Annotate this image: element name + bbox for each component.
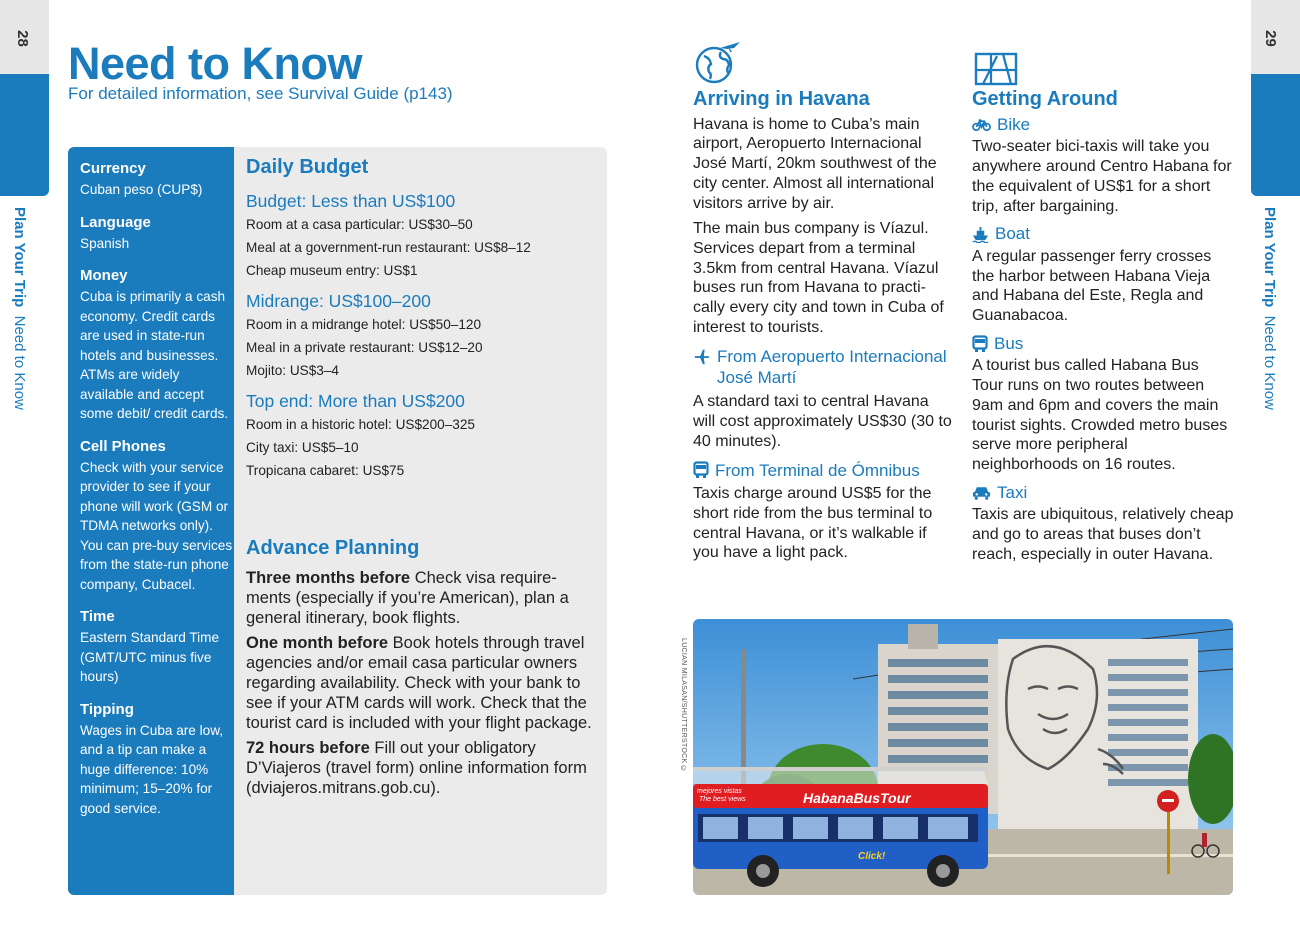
bus-side-label: mejores vistas <box>697 788 742 795</box>
budget-tier-title: Budget: Less than US$100 <box>246 191 456 211</box>
fact-heading: Tipping <box>80 700 134 718</box>
right-page-number: 29 <box>1261 30 1279 47</box>
airport-heading-text: From Aeropuerto Internacional José Martí <box>717 347 947 388</box>
arriving-column <box>693 90 955 563</box>
transport-mode-text: A tourist bus called Habana Bus Tour runs on two routes between 9am and 6pm and covers the main tourist sights. Crowded metro buses serve more peripheral neighborhoods on 16 routes. <box>972 357 1228 473</box>
airplane-globe-icon <box>694 40 744 91</box>
fact-text: Cuba is primarily a cash economy. Credit cards are used in state-run hotels and businesses. ATMs are widely available and accept some debit/ credit cards. <box>80 289 229 421</box>
planning-text: Check visa require-ments (especially if you’re American), plan a general itinerary, book flights. <box>246 569 569 627</box>
fact-item <box>80 608 234 687</box>
daily-budget-heading: Daily Budget <box>246 156 369 178</box>
getting-around-heading: Getting Around <box>972 88 1118 110</box>
left-page-number: 28 <box>13 30 31 47</box>
transport-mode-title: Taxi <box>997 482 1028 502</box>
advance-planning-list <box>246 568 601 798</box>
transport-mode-heading <box>972 224 1234 244</box>
fact-heading: Language <box>80 213 151 231</box>
planning-entry <box>246 738 601 798</box>
bus-sign: HabanaBusTour <box>803 790 911 806</box>
planning-text: Fill out your obligatory D’Viajeros (travel form) online information form (dviajeros.mitrans.gob.cu). <box>246 739 587 797</box>
budget-tier <box>246 291 601 382</box>
budget-tiers <box>246 191 601 482</box>
terminal-heading <box>693 461 955 481</box>
transit-map-icon <box>973 50 1021 93</box>
fact-text: Eastern Standard Time (GMT/UTC minus five hours) <box>80 630 220 684</box>
fact-item <box>80 701 234 819</box>
getting-around-column <box>972 90 1234 572</box>
budget-item: Tropicana cabaret: US$75 <box>246 463 405 478</box>
transport-modes <box>972 115 1234 565</box>
fact-item <box>80 160 234 200</box>
havana-bus-tour-photo <box>693 619 1233 895</box>
airport-heading <box>693 346 955 388</box>
bus-icon <box>972 335 988 353</box>
transport-mode-title: Boat <box>995 224 1030 244</box>
arriving-heading: Arriving in Havana <box>693 88 870 110</box>
left-side-tab <box>0 74 49 196</box>
budget-item: Room in a midrange hotel: US$50–120 <box>246 317 482 332</box>
budget-item: Cheap museum entry: US$1 <box>246 263 418 278</box>
left-side-chapter: Need to Know <box>11 315 28 410</box>
terminal-heading-text: From Terminal de Ómnibus <box>715 460 920 480</box>
fact-heading: Cell Phones <box>80 437 166 455</box>
car-icon <box>972 485 991 501</box>
plane-icon <box>693 348 711 366</box>
transport-mode <box>972 483 1234 565</box>
right-side-tab <box>1251 74 1300 196</box>
right-side-section: Plan Your Trip <box>1261 207 1278 308</box>
fact-item <box>80 214 234 254</box>
key-facts-panel <box>68 147 234 895</box>
transport-mode-heading <box>972 334 1234 354</box>
arriving-bus-paragraph: The main bus company is Víazul. Services depart from a terminal 3.5km from central Havana. Víazul buses run from Havana to practi-cally every city and town in Cuba of interest to tourists. <box>693 220 944 336</box>
fact-item <box>80 438 234 595</box>
arriving-intro: Havana is home to Cuba’s main airport, Aeropuerto Internacional José Martí, 20km southwest of the city center. Almost all international visitors arrive by air. <box>693 115 937 212</box>
fact-heading: Time <box>80 608 115 625</box>
transport-mode <box>972 334 1234 475</box>
bus-icon <box>693 461 709 479</box>
planning-lead: Three months before <box>246 569 411 587</box>
budget-tier-title: Top end: More than US$200 <box>246 391 465 411</box>
transport-mode-text: Taxis are ubiquitous, relatively cheap and go to areas that buses don’t reach, especially in outer Havana. <box>972 506 1234 563</box>
boat-icon <box>972 226 989 243</box>
budget-item: Room at a casa particular: US$30–50 <box>246 217 473 232</box>
transport-mode <box>972 224 1234 326</box>
page-subtitle[interactable]: For detailed information, see Survival Guide (p143) <box>68 84 453 103</box>
planning-text: Book hotels through travel agencies and/or email casa particular owners regarding availability. Check with your bank to see if your ATM cards will work. Check that the tourist card is included with your flight package. <box>246 634 592 732</box>
transport-mode <box>972 115 1234 217</box>
fact-text: Check with your service provider to see if your phone will work (GSM or TDMA networks only). You can pre-buy services from the state-run phone company, Cubacel. <box>80 459 233 592</box>
planning-lead: 72 hours before <box>246 739 370 757</box>
budget-item: Mojito: US$3–4 <box>246 363 339 378</box>
budget-tier <box>246 391 601 482</box>
bus-click-label: Click! <box>858 851 886 862</box>
transport-mode-text: A regular passenger ferry crosses the harbor between Habana Vieja and Habana del Este, Regla and Guanabacoa. <box>972 247 1212 325</box>
transport-mode-text: Two-seater bici-taxis will take you anywhere around Centro Habana for the equivalent of US$1 for a short trip, after bargaining. <box>972 138 1232 215</box>
fact-text: Cuban peso (CUP$) <box>80 182 203 197</box>
budget-tier <box>246 191 601 282</box>
planning-lead: One month before <box>246 634 389 652</box>
photo-credit: LUCIAN MILASAN/SHUTTERSTOCK © <box>680 638 687 773</box>
terminal-text: Taxis charge around US$5 for the short ride from the bus terminal to central Havana, or it’s walkable if you have a light pack. <box>693 485 933 562</box>
fact-heading: Money <box>80 267 128 284</box>
fact-item <box>80 267 234 424</box>
right-side-chapter: Need to Know <box>1261 315 1278 410</box>
transport-mode-title: Bike <box>997 114 1031 134</box>
fact-text: Wages in Cuba are low, and a tip can make a huge difference: 10% minimum; 15–20% for good service. <box>80 722 224 816</box>
planning-entry <box>246 633 601 733</box>
airport-text: A standard taxi to central Havana will cost approximately US$30 (30 to 40 minutes). <box>693 393 952 450</box>
transport-mode-heading <box>972 483 1234 503</box>
budget-tier-title: Midrange: US$100–200 <box>246 291 431 311</box>
budget-item: Meal at a government-run restaurant: US$8–12 <box>246 240 531 255</box>
left-side-section: Plan Your Trip <box>11 207 28 308</box>
fact-text: Spanish <box>80 235 130 251</box>
bus-side-label-2: The best views <box>699 796 746 803</box>
transport-mode-title: Bus <box>994 333 1024 353</box>
budget-panel <box>234 147 607 895</box>
page-title: Need to Know <box>68 38 362 89</box>
advance-planning-heading: Advance Planning <box>246 537 420 559</box>
key-facts-list <box>68 160 234 818</box>
fact-heading: Currency <box>80 160 146 177</box>
budget-item: Meal in a private restaurant: US$12–20 <box>246 340 483 355</box>
budget-item: Room in a historic hotel: US$200–325 <box>246 417 475 432</box>
transport-mode-heading <box>972 115 1234 135</box>
planning-entry <box>246 568 601 628</box>
right-side-label <box>1261 207 1278 410</box>
left-side-label <box>11 207 28 410</box>
bicycle-icon <box>972 118 991 132</box>
budget-item: City taxi: US$5–10 <box>246 440 359 455</box>
